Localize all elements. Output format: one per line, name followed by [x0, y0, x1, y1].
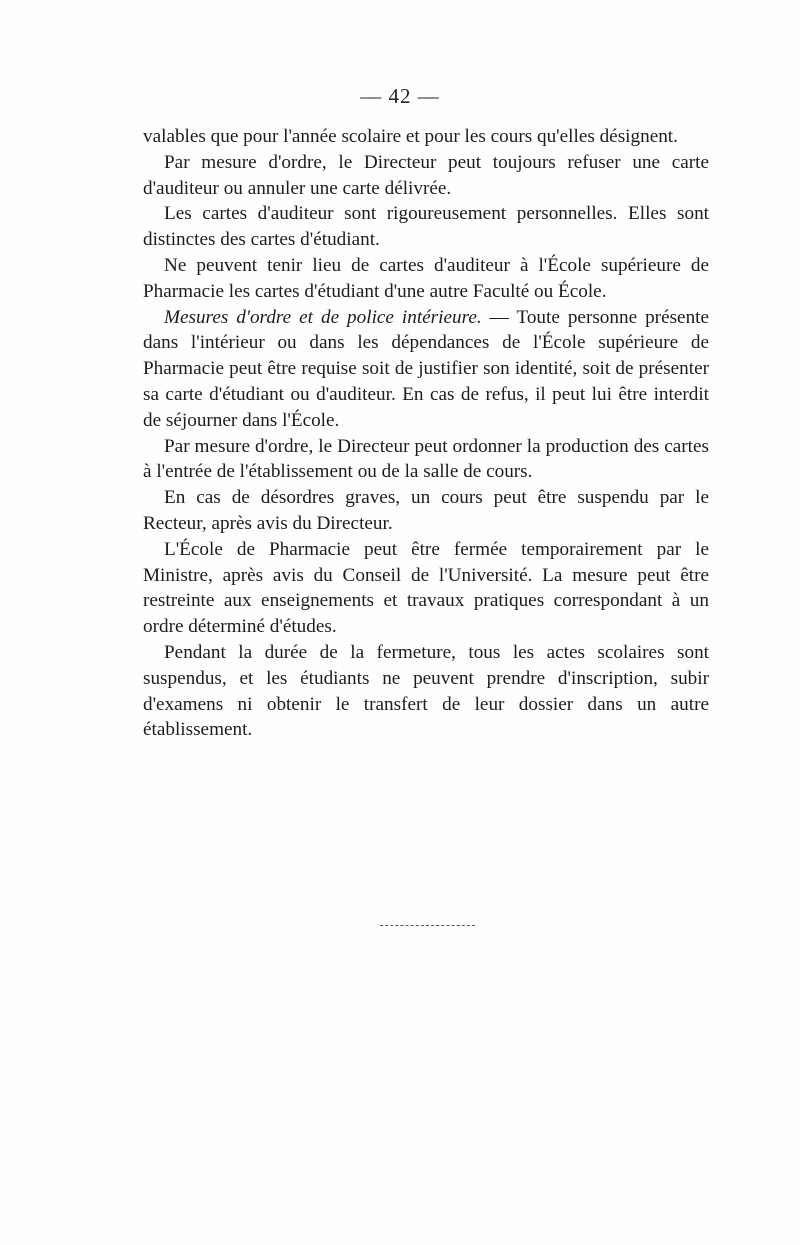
- section-heading-inline: Mesures d'ordre et de police intérieure.: [164, 306, 482, 328]
- paragraph-2: Par mesure d'ordre, le Directeur peut toujours refuser une carte d'auditeur ou annuler une carte délivrée.: [143, 151, 709, 199]
- paragraph-7: En cas de désordres graves, un cours peut être suspendu par le Recteur, après avis du Directeur.: [143, 487, 709, 534]
- end-divider: [380, 925, 475, 926]
- paragraph-3: Les cartes d'auditeur sont rigoureusement personnelles. Elles sont distinctes des cartes d'étudiant.: [143, 203, 709, 251]
- page-number: — 42 —: [360, 84, 440, 108]
- paragraph-9: Pendant la durée de la fermeture, tous les actes scolaires sont suspendus, et les étudiants ne peuvent prendre d'inscription, subir d'examens ni obtenir le transfert de leur dossier dans un autre établissement.: [143, 641, 709, 741]
- paragraph-1: valables que pour l'année scolaire et pour les cours qu'elles désignent.: [143, 126, 678, 147]
- paragraph-8: L'École de Pharmacie peut être fermée temporairement par le Ministre, après avis du Conseil de l'Université. La mesure peut être restreinte aux enseignements et travaux pratiques correspondant à un ordre déterminé d'études.: [143, 538, 709, 638]
- paragraph-5-text: — Toute personne présente dans l'intérieur ou dans les dépendances de l'École supérieure de Pharmacie peut être requise soit de justifier son identité, soit de présenter sa carte d'étudiant ou d'auditeur. En cas de refus, il peut lui être interdit de séjourner dans l'École.: [143, 306, 710, 431]
- paragraph-4: Ne peuvent tenir lieu de cartes d'auditeur à l'École supérieure de Pharmacie les cartes d'étudiant d'une autre Faculté ou École.: [143, 254, 709, 302]
- paragraph-5: [143, 305, 709, 434]
- body-text: [143, 124, 709, 743]
- paragraph-6: Par mesure d'ordre, le Directeur peut ordonner la production des cartes à l'entrée de l'établissement ou de la salle de cours.: [143, 435, 709, 483]
